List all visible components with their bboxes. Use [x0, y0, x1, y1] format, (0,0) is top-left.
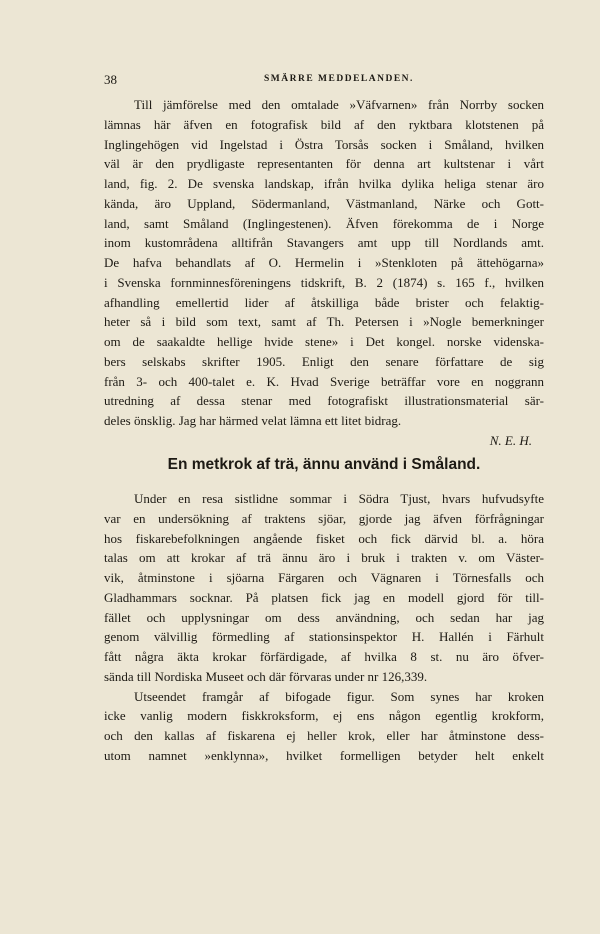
- text-line: icke vanlig modern fiskkroksform, ej ens någon egentlig krokform,: [104, 708, 544, 724]
- text-line: genom välvillig förmedling af stationsinspektor H. Hallén i Färhult: [104, 629, 544, 645]
- text-line: Inglingehögen vid Ingelstad i Östra Torsås socken i Småland, hvilken: [104, 136, 544, 152]
- text-line: från 3- och 400-talet e. K. Hvad Sverige beträffar vore en noggrann: [104, 373, 544, 389]
- text-line: väl är den prydligaste representanten för denna art kultstenar i vårt: [104, 156, 544, 172]
- text-line: hos fiskarebefolkningen angående fisket och fick därvid bl. a. höra: [104, 530, 544, 546]
- page-header: [104, 72, 544, 88]
- text-line: fått några äkta krokar förfärdigade, af hvilka 8 st. nu äro öfver-: [104, 649, 544, 664]
- text-line: Under en resa sistlidne sommar i Södra Tjust, hvars hufvudsyfte: [134, 491, 544, 506]
- text-line: deles önsklig. Jag har härmed velat lämna ett litet bidrag.: [104, 413, 402, 428]
- text-line: heter så i bild som text, samt af Th. Petersen i »Nogle bemerkninger: [104, 314, 544, 330]
- text-line: och den kallas af fiskarena ej heller krok, eller har åtminstone dess-: [104, 728, 544, 743]
- text-line: lämnas här äfven en fotografisk bild af den ryktbara klotstenen på: [104, 116, 544, 132]
- page-number: 38: [104, 72, 117, 87]
- text-line: fället och upplysningar om dess användning, och sedan har jag: [104, 609, 544, 625]
- text-line: inom kustområdena alltifrån Stavangers amt upp till Nordlands amt.: [104, 235, 544, 251]
- text-line: Utseendet framgår af bifogade figur. Som synes har kroken: [134, 688, 544, 704]
- text-line: talas om att krokar af trä ännu äro i bruk i trakten v. om Väster-: [104, 550, 544, 566]
- section-metkrok: [104, 489, 544, 766]
- text-line: afhandling emellertid lider af åtskilliga både brister och felaktig-: [104, 294, 544, 310]
- text-line: sända till Nordiska Museet och där förvaras under nr 126,339.: [104, 668, 428, 684]
- text-line: Gladhammars socknar. På platsen fick jag en modell gjord för till-: [104, 589, 544, 605]
- running-title: SMÄRRE MEDDELANDEN.: [264, 74, 414, 84]
- text-line: land, samt Småland (Inglingestenen). Äfven förekomma de i Norge: [104, 215, 544, 231]
- text-line: utredning af dessa stenar med fotografiskt illustrationsmaterial sär-: [104, 393, 544, 409]
- text-line: i Svenska fornminnesföreningens tidskrift, B. 2 (1874) s. 165 f., hvilken: [104, 274, 544, 290]
- text-line: om de saakaldte hellige hvide stene» i Det kongel. norske videnska-: [104, 334, 544, 349]
- text-line: kända, äro Uppland, Södermanland, Västmanland, Närke och Gott-: [104, 195, 544, 211]
- text-line: bers selskabs skrifter 1905. Enligt den senare författare de sig: [104, 353, 544, 369]
- text-line: land, fig. 2. De svenska landskap, ifrån hvilka dylika heliga stenar äro: [104, 176, 544, 191]
- text-line: vik, åtminstone i sjöarna Färgaren och Vägnaren i Törnesfalls och: [104, 570, 544, 585]
- text-line: Till jämförelse med den omtalade »Väfvarnen» från Norrby socken: [134, 97, 544, 112]
- section-klotstenar: [104, 95, 544, 451]
- text-line: var en undersökning af traktens sjöar, gjorde jag äfven förfrågningar: [104, 510, 544, 526]
- text-line: De hafva behandlats af O. Hermelin i »Stenkloten på ättehögarna»: [104, 255, 544, 270]
- text-line: utom namnet »enklynna», hvilket formelligen betyder helt enkelt: [104, 747, 544, 763]
- author-signature: N. E. H.: [489, 432, 532, 448]
- section-heading: En metkrok af trä, ännu använd i Småland.: [167, 456, 481, 473]
